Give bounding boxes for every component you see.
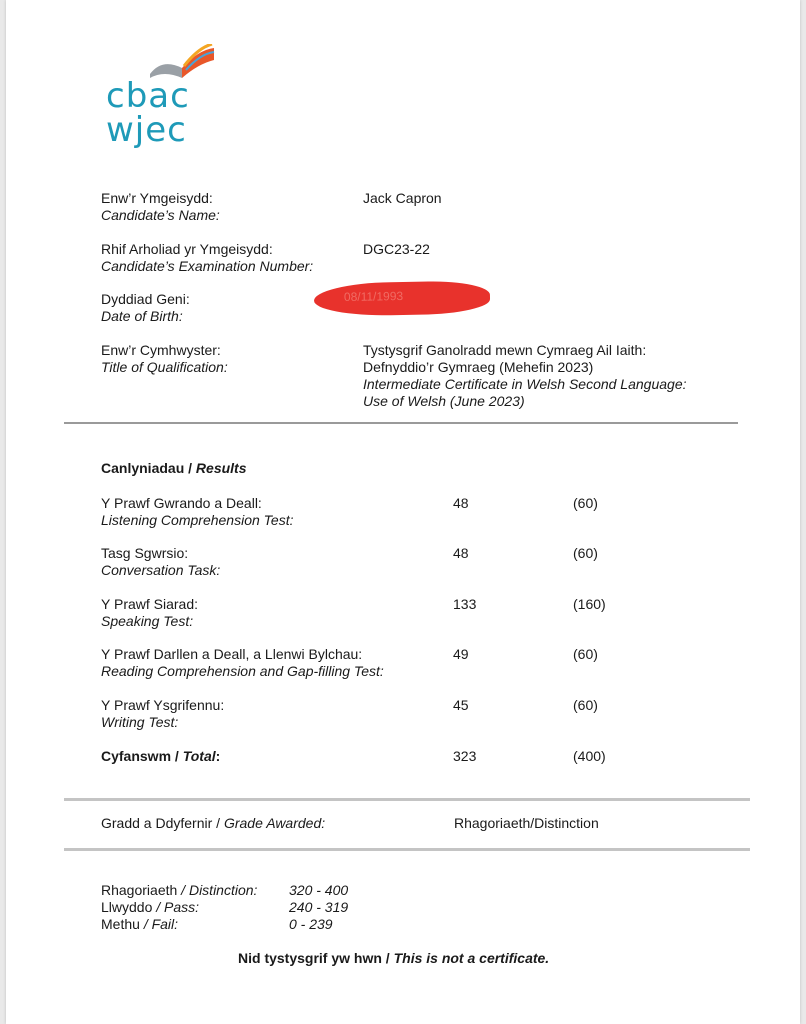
grade-divider-bottom: [64, 848, 750, 851]
result-label-cy: Y Prawf Darllen a Deall, a Llenwi Bylchau:: [101, 646, 363, 662]
result-score: 48: [453, 495, 469, 511]
band-label: Llwyddo / Pass:: [101, 899, 200, 915]
wjec-logo: [106, 44, 226, 154]
dob-redaction-mark: [314, 280, 491, 316]
qualification-value-en-1: Intermediate Certificate in Welsh Second Language:: [363, 376, 687, 392]
logo-text-wjec: wjec: [106, 110, 187, 150]
result-label-cy: Y Prawf Ysgrifennu:: [101, 697, 225, 713]
result-max: (60): [573, 646, 598, 662]
logo-text-cbac: cbac: [106, 76, 190, 116]
grade-label: Gradd a Ddyfernir / Grade Awarded:: [101, 815, 326, 831]
exam-number-label-cy: Rhif Arholiad yr Ymgeisydd:: [101, 241, 273, 257]
qualification-label-en: Title of Qualification:: [101, 359, 228, 375]
band-label: Rhagoriaeth / Distinction:: [101, 882, 258, 898]
candidate-name-value: Jack Capron: [363, 190, 442, 206]
qualification-value-cy-2: Defnyddio’r Gymraeg (Mehefin 2023): [363, 359, 594, 375]
result-max: (160): [573, 596, 606, 612]
result-max: (60): [573, 697, 598, 713]
result-label-en: Conversation Task:: [101, 562, 221, 578]
results-document: [6, 0, 800, 1024]
qualification-value-cy-1: Tystysgrif Ganolradd mewn Cymraeg Ail Iaith:: [363, 342, 647, 358]
result-label-cy: Y Prawf Siarad:: [101, 596, 199, 612]
dob-value-redacted: 08/11/1993: [343, 288, 404, 305]
band-range: 240 - 319: [289, 899, 349, 915]
result-score: 49: [453, 646, 469, 662]
result-max: (60): [573, 495, 598, 511]
qualification-label-cy: Enw’r Cymhwyster:: [101, 342, 221, 358]
grade-divider-top: [64, 798, 750, 801]
qualification-value-en-2: Use of Welsh (June 2023): [363, 393, 525, 409]
result-label-cy: Y Prawf Gwrando a Deall:: [101, 495, 262, 511]
exam-number-value: DGC23-22: [363, 241, 430, 257]
results-heading: Canlyniadau / Results: [101, 460, 247, 476]
total-max: (400): [573, 748, 606, 764]
total-score: 323: [453, 748, 477, 764]
candidate-name-label-en: Candidate’s Name:: [101, 207, 220, 223]
result-max: (60): [573, 545, 598, 561]
candidate-name-label-cy: Enw’r Ymgeisydd:: [101, 190, 213, 206]
not-a-certificate-note: Nid tystysgrif yw hwn / This is not a certificate.: [238, 950, 550, 966]
dob-label-cy: Dyddiad Geni:: [101, 291, 190, 307]
result-label-en: Writing Test:: [101, 714, 179, 730]
result-score: 48: [453, 545, 469, 561]
total-label: Cyfanswm / Total:: [101, 748, 221, 764]
result-label-en: Reading Comprehension and Gap-filling Test:: [101, 663, 384, 679]
band-label: Methu / Fail:: [101, 916, 179, 932]
band-range: 0 - 239: [289, 916, 333, 932]
result-score: 133: [453, 596, 477, 612]
band-range: 320 - 400: [289, 882, 349, 898]
result-label-en: Listening Comprehension Test:: [101, 512, 294, 528]
result-score: 45: [453, 697, 469, 713]
result-label-en: Speaking Test:: [101, 613, 194, 629]
result-label-cy: Tasg Sgwrsio:: [101, 545, 189, 561]
dob-label-en: Date of Birth:: [101, 308, 183, 324]
divider-line: [64, 422, 738, 424]
exam-number-label-en: Candidate’s Examination Number:: [101, 258, 314, 274]
grade-value: Rhagoriaeth/Distinction: [454, 815, 599, 831]
